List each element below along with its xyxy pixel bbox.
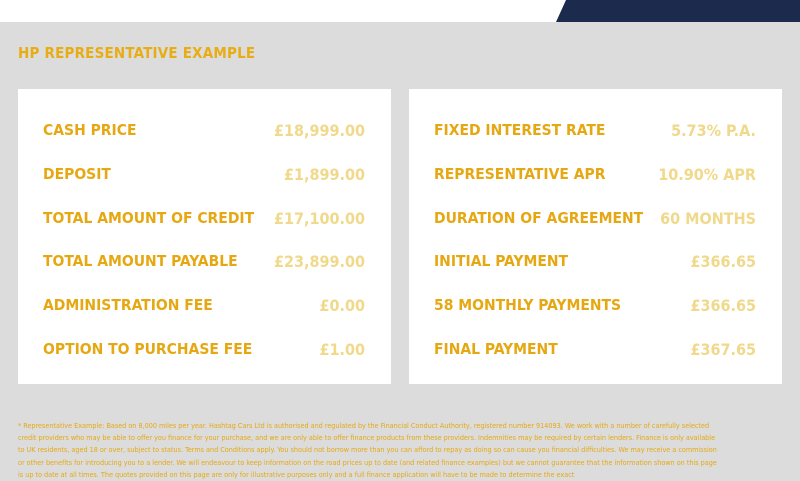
row-monthly-payments <box>434 294 756 316</box>
finance-card-right <box>409 89 782 384</box>
initial-payment-value: £366.65 <box>690 251 756 271</box>
row-option-to-purchase-fee <box>43 338 365 360</box>
interest-rate-label: FIXED INTEREST RATE <box>434 121 606 139</box>
final-payment-value: £367.65 <box>690 339 756 359</box>
cash-price-label: CASH PRICE <box>43 121 137 139</box>
row-fixed-interest-rate <box>434 119 756 141</box>
final-payment-label: FINAL PAYMENT <box>434 340 558 358</box>
top-header-strip <box>0 0 800 22</box>
total-payable-label: TOTAL AMOUNT PAYABLE <box>43 252 238 270</box>
apr-value: 10.90% APR <box>658 164 756 184</box>
duration-label: DURATION OF AGREEMENT <box>434 209 644 227</box>
row-final-payment <box>434 338 756 360</box>
row-administration-fee <box>43 294 365 316</box>
option-fee-label: OPTION TO PURCHASE FEE <box>43 340 253 358</box>
deposit-value: £1,899.00 <box>283 164 365 184</box>
admin-fee-value: £0.00 <box>319 295 365 315</box>
total-payable-value: £23,899.00 <box>273 251 365 271</box>
row-total-amount-of-credit <box>43 207 365 229</box>
option-fee-value: £1.00 <box>319 339 365 359</box>
total-credit-label: TOTAL AMOUNT OF CREDIT <box>43 209 255 227</box>
finance-card-left <box>18 89 391 384</box>
section-title: HP REPRESENTATIVE EXAMPLE <box>18 44 256 62</box>
admin-fee-label: ADMINISTRATION FEE <box>43 296 213 314</box>
disclaimer-text: * Representative Example: Based on 8,000 miles per year. Hashtag Cars Ltd is authorised and regulated by the Financial Conduct Authority, registered number 914093. We work with a number of carefully selected credit providers who may be able to offer you finance for your purchase, and we are only able to offer finance products from these providers. Indemnities may be required by certain lenders. Finance is only available to UK residents, aged 18 or over, subject to status. Terms and Conditions apply. You should not borrow more than you can afford to repay as doing so can cause you financial difficulties. We may receive a commission or other benefits for introducing you to a lender. We will endeavour to keep information on the road prices up to date (and related finance examples) but we cannot guarantee that the information shown on this page is up to date at all times. The quotes provided on this page are only for illustrative purposes only and a full finance application will have to be made to determine the exact <box>18 421 717 479</box>
row-initial-payment <box>434 250 756 272</box>
monthly-payments-label: 58 MONTHLY PAYMENTS <box>434 296 622 314</box>
row-representative-apr <box>434 163 756 185</box>
total-credit-value: £17,100.00 <box>273 208 365 228</box>
apr-label: REPRESENTATIVE APR <box>434 165 606 183</box>
navy-accent-shape <box>556 0 800 22</box>
duration-value: 60 MONTHS <box>660 208 756 228</box>
interest-rate-value: 5.73% P.A. <box>671 120 756 140</box>
cash-price-value: £18,999.00 <box>273 120 365 140</box>
initial-payment-label: INITIAL PAYMENT <box>434 252 569 270</box>
row-deposit <box>43 163 365 185</box>
monthly-payments-value: £366.65 <box>690 295 756 315</box>
row-cash-price <box>43 119 365 141</box>
row-total-amount-payable <box>43 250 365 272</box>
deposit-label: DEPOSIT <box>43 165 111 183</box>
row-duration-of-agreement <box>434 207 756 229</box>
